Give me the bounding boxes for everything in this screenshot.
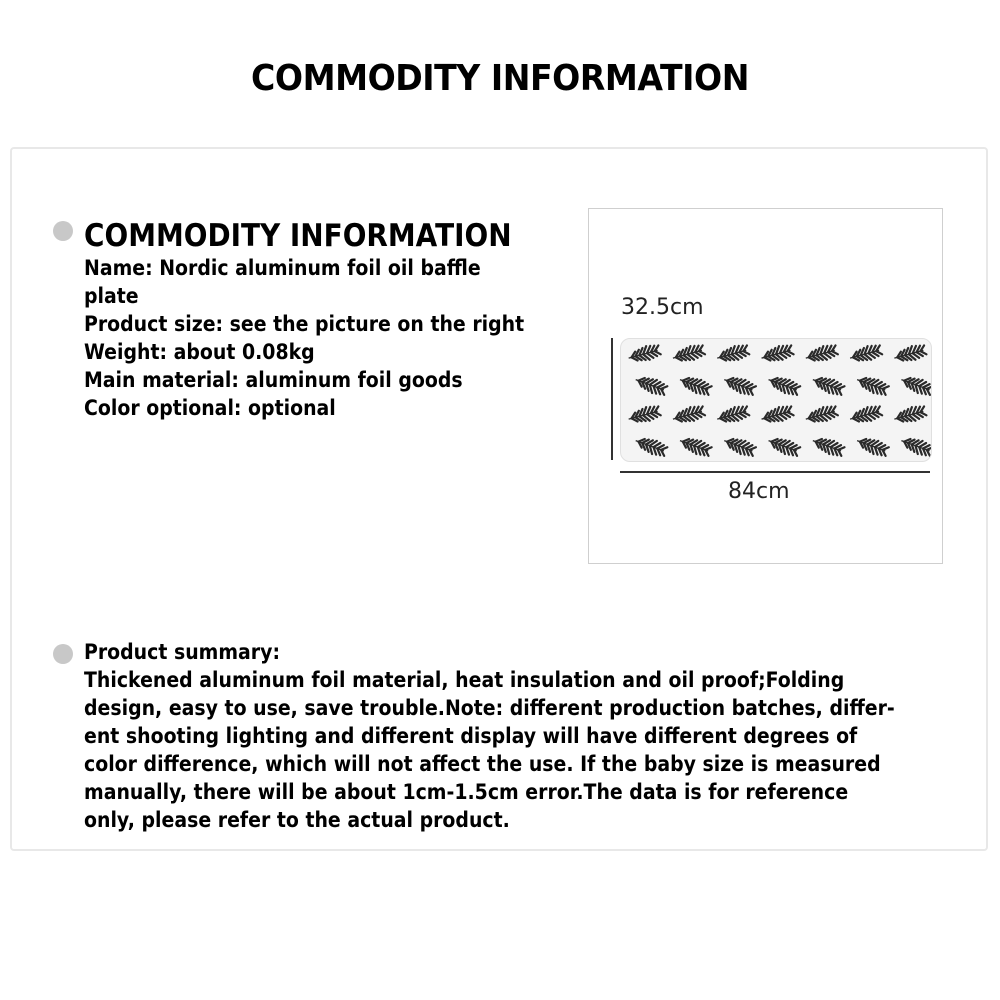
width-dimension-label: 84cm (728, 479, 790, 504)
leaf-icon (855, 434, 890, 458)
leaf-icon (671, 404, 706, 426)
leaf-icon (722, 434, 757, 458)
leaf-icon (766, 373, 801, 397)
info-line: Name: Nordic aluminum foil oil baffle (84, 256, 481, 280)
leaf-icon (715, 404, 750, 426)
height-dimension-label: 32.5cm (621, 295, 704, 320)
summary-line: ent shooting lighting and different display will have different degrees of (84, 724, 858, 748)
bullet-icon (53, 644, 73, 664)
leaf-icon (804, 404, 839, 426)
leaf-pattern (621, 339, 931, 461)
leaf-icon (722, 373, 757, 397)
leaf-icon (678, 434, 713, 458)
leaf-icon (671, 343, 706, 365)
leaf-icon (627, 404, 662, 426)
summary-line: Thickened aluminum foil material, heat insulation and oil proof;Folding (84, 668, 845, 692)
leaf-icon (678, 373, 713, 397)
summary-line: only, please refer to the actual product. (84, 808, 510, 832)
leaf-icon (899, 373, 931, 397)
leaf-icon (804, 343, 839, 365)
leaf-icon (627, 343, 662, 365)
leaf-icon (855, 373, 890, 397)
bullet-icon (53, 221, 73, 241)
leaf-icon (893, 343, 928, 365)
section-heading: COMMODITY INFORMATION (84, 218, 512, 254)
summary-line: manually, there will be about 1cm-1.5cm error.The data is for reference (84, 780, 849, 804)
width-dimension-line (620, 471, 930, 473)
leaf-icon (899, 434, 931, 458)
info-line: Main material: aluminum foil goods (84, 368, 463, 392)
leaf-icon (810, 434, 845, 458)
page-title: COMMODITY INFORMATION (251, 58, 749, 99)
leaf-icon (760, 343, 795, 365)
summary-line: color difference, which will not affect the use. If the baby size is measured (84, 752, 881, 776)
product-image (620, 338, 932, 462)
info-line: Product size: see the picture on the right (84, 312, 525, 336)
summary-heading: Product summary: (84, 640, 281, 664)
height-dimension-line (611, 338, 613, 460)
leaf-icon (848, 343, 883, 365)
leaf-icon (766, 434, 801, 458)
leaf-icon (760, 404, 795, 426)
leaf-icon (893, 404, 928, 426)
summary-line: design, easy to use, save trouble.Note: different production batches, differ- (84, 696, 895, 720)
leaf-icon (715, 343, 750, 365)
info-line: plate (84, 284, 139, 308)
info-line: Color optional: optional (84, 396, 336, 420)
leaf-icon (633, 373, 668, 397)
leaf-icon (848, 404, 883, 426)
leaf-icon (810, 373, 845, 397)
info-line: Weight: about 0.08kg (84, 340, 315, 364)
leaf-icon (633, 434, 668, 458)
